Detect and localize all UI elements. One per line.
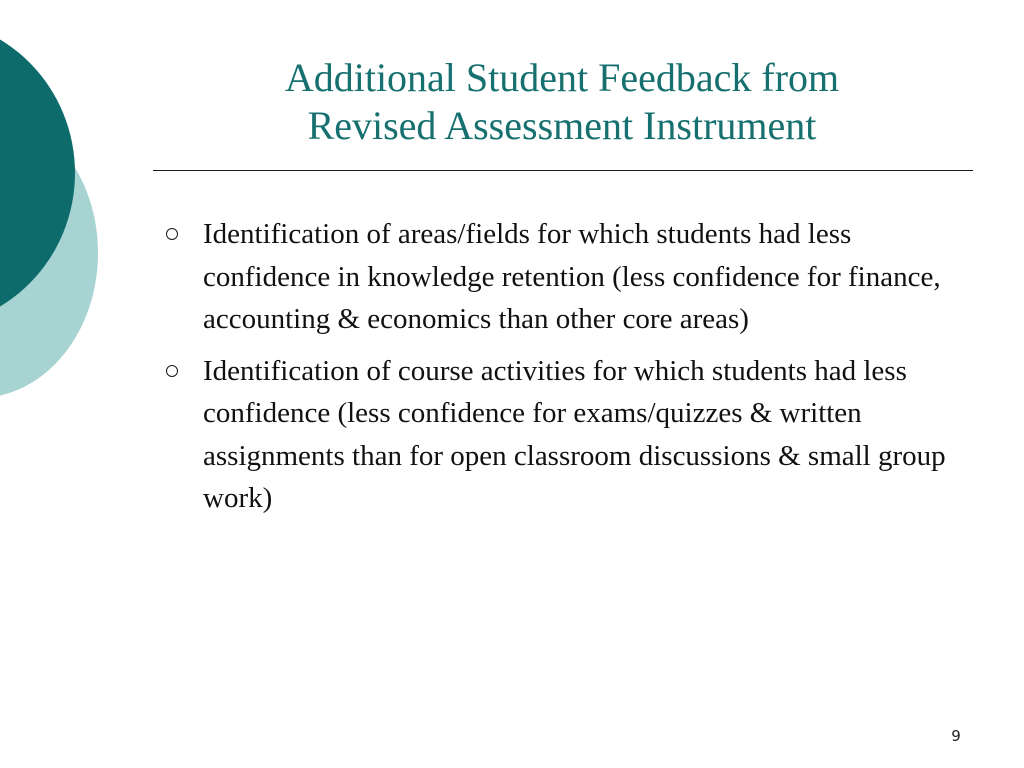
bullet-item	[162, 350, 952, 520]
title-divider	[153, 170, 973, 171]
bullet-text: Identification of course activities for which students had less confidence (less confidence for exams/quizzes & written assignments than for open classroom discussions & small group work)	[203, 354, 946, 514]
hollow-circle-bullet-icon	[166, 365, 178, 377]
slide-title	[160, 54, 964, 150]
page-number: 9	[951, 727, 961, 745]
bullet-text: Identification of areas/fields for which students had less confidence in knowledge retention (less confidence for finance, accounting & economics than other core areas)	[203, 218, 941, 335]
hollow-circle-bullet-icon	[166, 228, 178, 240]
slide-title-line-1: Additional Student Feedback from	[284, 55, 840, 100]
bullet-list	[162, 213, 952, 529]
bullet-item	[162, 213, 952, 341]
slide-title-line-2: Revised Assessment Instrument	[307, 103, 817, 148]
